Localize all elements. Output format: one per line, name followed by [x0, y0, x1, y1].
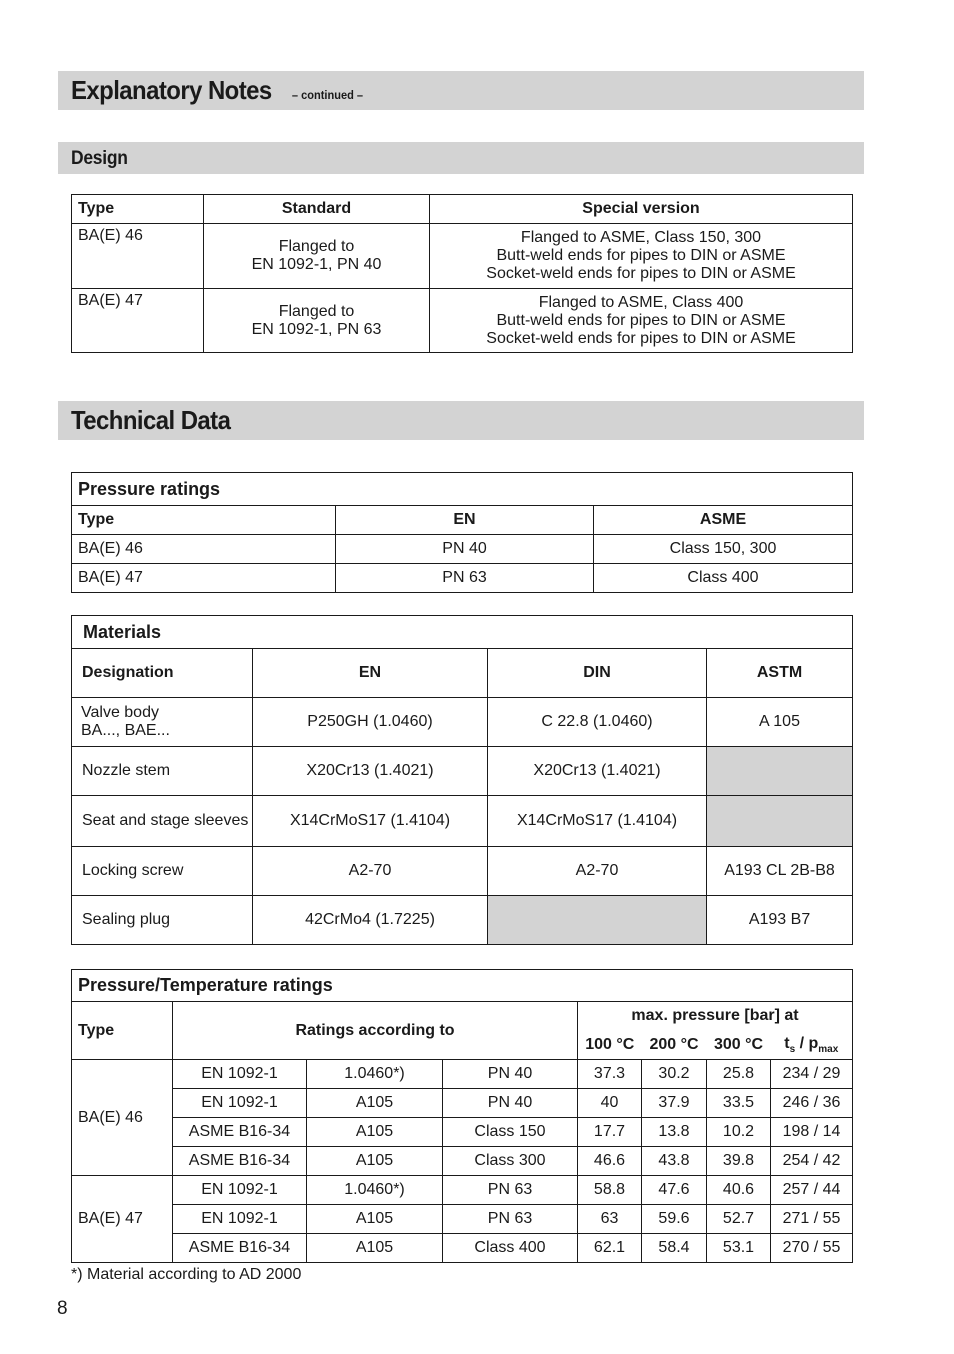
design-standard-line: EN 1092-1, PN 63: [251, 320, 382, 338]
materials-col-din: DIN: [488, 649, 707, 698]
materials-cell: 42CrMo4 (1.7225): [253, 896, 488, 945]
materials-cell: A2-70: [253, 847, 488, 896]
pt-caption: Pressure/Temperature ratings: [72, 970, 853, 1002]
materials-designation-cell: Sealing plug: [72, 896, 253, 945]
table-row: [72, 1060, 853, 1089]
ts-t: t: [784, 1034, 790, 1052]
materials-designation-cell: [72, 698, 253, 747]
pt-cell: 40.6: [707, 1176, 771, 1205]
design-col-type: Type: [72, 195, 204, 224]
materials-cell: A193 CL 2B-B8: [707, 847, 853, 896]
table-row: [72, 535, 853, 564]
table-row: [72, 1205, 853, 1234]
pt-cell: PN 40: [443, 1089, 578, 1118]
pt-cell: 63: [578, 1205, 642, 1234]
materials-cell: A193 B7: [707, 896, 853, 945]
pt-cell: EN 1092-1: [173, 1089, 307, 1118]
pt-col-ratings: Ratings according to: [173, 1002, 578, 1060]
materials-col-designation: Designation: [72, 649, 253, 698]
materials-col-astm: ASTM: [707, 649, 853, 698]
table-row: [72, 1118, 853, 1147]
design-col-standard: Standard: [204, 195, 430, 224]
pt-cell: 40: [578, 1089, 642, 1118]
materials-caption: Materials: [72, 616, 853, 649]
pt-cell: 33.5: [707, 1089, 771, 1118]
table-row: [72, 1176, 853, 1205]
pt-cell: A105: [307, 1089, 443, 1118]
pt-cell: A105: [307, 1205, 443, 1234]
design-band: [58, 142, 864, 174]
design-special-line: Socket-weld ends for pipes to DIN or ASME: [486, 265, 796, 282]
design-standard-cell: [204, 224, 430, 289]
materials-cell: A 105: [707, 698, 853, 747]
design-standard-cell: [204, 289, 430, 353]
pt-cell: A105: [307, 1118, 443, 1147]
pt-cell: 52.7: [707, 1205, 771, 1234]
pt-cell: 30.2: [642, 1060, 707, 1089]
footnote: *) Material according to AD 2000: [71, 1266, 302, 1283]
materials-cell: X20Cr13 (1.4021): [488, 747, 707, 796]
pressure-cell: Class 150, 300: [594, 535, 853, 564]
design-special-line: Butt-weld ends for pipes to DIN or ASME: [496, 311, 786, 329]
pressure-ratings-table: [71, 472, 853, 593]
pt-cell: 62.1: [578, 1234, 642, 1263]
pressure-cell: Class 400: [594, 564, 853, 593]
pt-type-cell: BA(E) 46: [72, 1060, 173, 1176]
pt-cell: 46.6: [578, 1147, 642, 1176]
design-special-cell: [430, 224, 853, 289]
materials-cell: C 22.8 (1.0460): [488, 698, 707, 747]
materials-empty-cell: [707, 796, 853, 847]
pt-cell: 1.0460*): [307, 1060, 443, 1089]
pt-cell: 1.0460*): [307, 1176, 443, 1205]
materials-cell: P250GH (1.0460): [253, 698, 488, 747]
pressure-cell: PN 63: [336, 564, 594, 593]
ts-p: / p: [795, 1034, 819, 1052]
design-special-line: Butt-weld ends for pipes to DIN or ASME: [496, 247, 786, 264]
ts-sub: s: [789, 1043, 796, 1055]
pt-cell: 58.4: [642, 1234, 707, 1263]
table-row: [72, 1147, 853, 1176]
materials-cell: X20Cr13 (1.4021): [253, 747, 488, 796]
pt-cell: EN 1092-1: [173, 1060, 307, 1089]
pt-cell: 271 / 55: [771, 1205, 853, 1234]
table-row: [72, 847, 853, 896]
ts-max-sub: max: [818, 1043, 839, 1055]
table-row: [72, 1234, 853, 1263]
page-title: Explanatory Notes: [71, 75, 272, 105]
pt-col-ts-pmax: [771, 1031, 853, 1060]
pt-cell: 25.8: [707, 1060, 771, 1089]
pt-cell: Class 400: [443, 1234, 578, 1263]
pt-cell: ASME B16-34: [173, 1118, 307, 1147]
pt-cell: ASME B16-34: [173, 1234, 307, 1263]
materials-designation-line: Valve body: [81, 704, 159, 721]
pt-cell: 43.8: [642, 1147, 707, 1176]
pressure-col-en: EN: [336, 506, 594, 535]
pt-col-type: Type: [72, 1002, 173, 1060]
pt-cell: 17.7: [578, 1118, 642, 1147]
table-row: [72, 796, 853, 847]
design-standard-line: Flanged to: [278, 238, 355, 255]
pt-col-temp: 100 °C: [578, 1031, 642, 1060]
pt-cell: 53.1: [707, 1234, 771, 1263]
pt-cell: 10.2: [707, 1118, 771, 1147]
pt-cell: Class 300: [443, 1147, 578, 1176]
design-special-line: Flanged to ASME, Class 400: [538, 293, 744, 311]
design-table: [71, 194, 853, 353]
pt-cell: PN 63: [443, 1176, 578, 1205]
pressure-col-asme: ASME: [594, 506, 853, 535]
design-type-cell: BA(E) 46: [72, 224, 204, 289]
pt-cell: 198 / 14: [771, 1118, 853, 1147]
pt-cell: 13.8: [642, 1118, 707, 1147]
design-special-line: Flanged to ASME, Class 150, 300: [520, 229, 762, 246]
pt-cell: 234 / 29: [771, 1060, 853, 1089]
pt-cell: 37.3: [578, 1060, 642, 1089]
materials-designation-cell: Locking screw: [72, 847, 253, 896]
pt-cell: 254 / 42: [771, 1147, 853, 1176]
pt-cell: A105: [307, 1234, 443, 1263]
pt-type-cell: BA(E) 47: [72, 1176, 173, 1263]
materials-empty-cell: [707, 747, 853, 796]
design-col-special: Special version: [430, 195, 853, 224]
header-band: [58, 71, 864, 110]
pressure-caption: Pressure ratings: [72, 473, 853, 506]
pressure-cell: BA(E) 46: [72, 535, 336, 564]
materials-empty-cell: [488, 896, 707, 945]
pt-cell: 246 / 36: [771, 1089, 853, 1118]
pressure-col-type: Type: [72, 506, 336, 535]
materials-designation-cell: Seat and stage sleeves: [72, 796, 253, 847]
pt-cell: 257 / 44: [771, 1176, 853, 1205]
pt-col-max-pressure: max. pressure [bar] at: [578, 1002, 853, 1031]
design-type-cell: BA(E) 47: [72, 289, 204, 353]
pt-col-temp: 300 °C: [707, 1031, 771, 1060]
pt-cell: 47.6: [642, 1176, 707, 1205]
design-special-cell: [430, 289, 853, 353]
pressure-cell: BA(E) 47: [72, 564, 336, 593]
materials-cell: X14CrMoS17 (1.4104): [488, 796, 707, 847]
pt-cell: ASME B16-34: [173, 1147, 307, 1176]
table-row: [72, 289, 853, 353]
page-number: 8: [57, 1298, 68, 1319]
materials-designation-line: BA..., BAE...: [81, 722, 170, 739]
pressure-cell: PN 40: [336, 535, 594, 564]
pt-cell: EN 1092-1: [173, 1176, 307, 1205]
pt-cell: PN 63: [443, 1205, 578, 1234]
design-standard-line: EN 1092-1, PN 40: [251, 256, 382, 273]
pt-cell: 58.8: [578, 1176, 642, 1205]
pt-cell: 37.9: [642, 1089, 707, 1118]
materials-table: [71, 615, 853, 945]
pt-cell: PN 40: [443, 1060, 578, 1089]
pt-col-temp: 200 °C: [642, 1031, 707, 1060]
design-special-line: Socket-weld ends for pipes to DIN or ASME: [486, 329, 796, 347]
materials-designation-cell: Nozzle stem: [72, 747, 253, 796]
table-row: [72, 896, 853, 945]
technical-band: [58, 401, 864, 440]
pt-cell: 59.6: [642, 1205, 707, 1234]
pt-cell: Class 150: [443, 1118, 578, 1147]
pt-cell: 39.8: [707, 1147, 771, 1176]
table-row: [72, 1089, 853, 1118]
materials-col-en: EN: [253, 649, 488, 698]
table-row: [72, 747, 853, 796]
pt-ratings-table: [71, 969, 853, 1263]
pt-cell: 270 / 55: [771, 1234, 853, 1263]
materials-cell: A2-70: [488, 847, 707, 896]
design-standard-line: Flanged to: [278, 302, 355, 320]
pt-cell: EN 1092-1: [173, 1205, 307, 1234]
table-row: [72, 564, 853, 593]
technical-title: Technical Data: [71, 405, 231, 435]
table-row: [72, 224, 853, 289]
pt-cell: A105: [307, 1147, 443, 1176]
page-subtitle: – continued –: [291, 88, 364, 102]
table-row: [72, 698, 853, 747]
materials-cell: X14CrMoS17 (1.4104): [253, 796, 488, 847]
design-heading: Design: [71, 148, 128, 169]
